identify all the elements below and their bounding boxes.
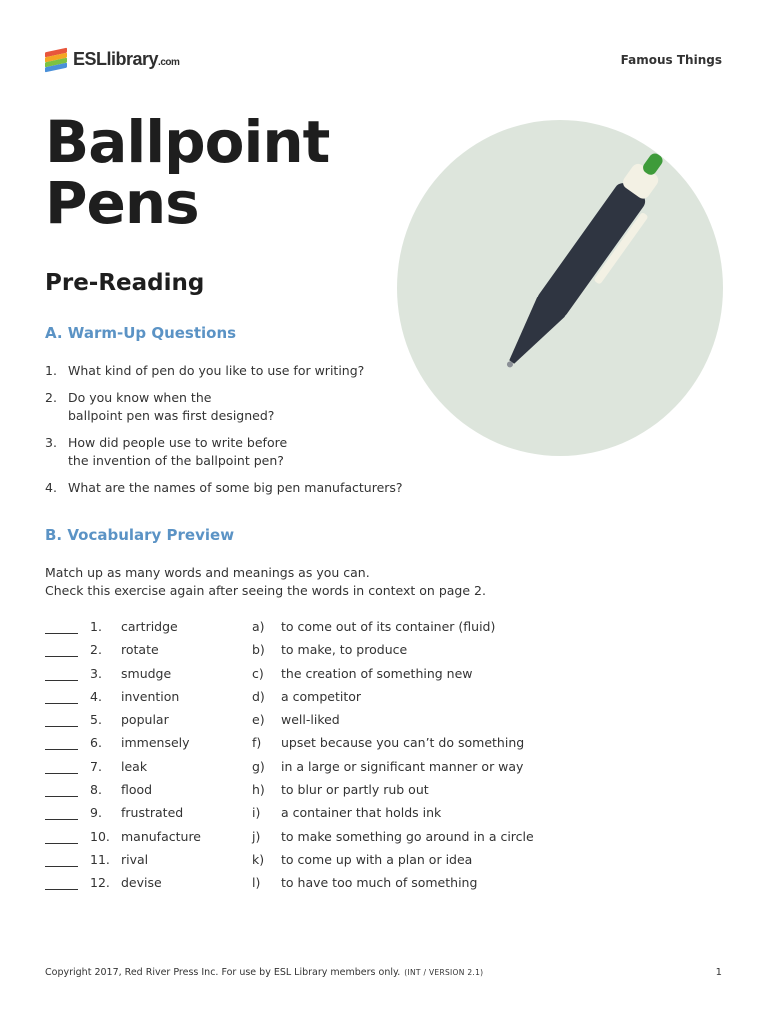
vocab-meaning: well-liked [281,712,340,728]
meaning-letter: i) [252,805,261,821]
list-item: 2. Do you know when the ballpoint pen was first designed? [45,390,275,423]
page-number: 1 [715,967,722,978]
answer-blank[interactable] [45,889,78,890]
vocab-number: 3. [90,665,102,681]
answer-blank[interactable] [45,819,78,820]
vocab-number: 2. [90,642,102,658]
meaning-letter: c) [252,665,264,681]
warmup-heading: A. Warm-Up Questions [45,324,237,342]
vocab-word: devise [121,875,162,891]
answer-blank[interactable] [45,633,78,634]
vocab-meaning: to make, to produce [281,642,408,658]
vocab-word: flood [121,782,153,798]
meaning-letter: d) [252,688,265,704]
meaning-letter: j) [252,828,261,844]
vocab-number: 8. [90,782,102,798]
meaning-letter: h) [252,782,265,798]
meaning-letter: b) [252,642,265,658]
section-title: Pre-Reading [45,270,205,296]
logo-wordmark: ESLlibrary.com [73,48,180,69]
answer-blank[interactable] [45,749,78,750]
vocab-word: rotate [121,642,159,658]
list-item: 1. What kind of pen do you like to use for writing? [45,363,365,378]
vocab-word: immensely [121,735,190,751]
vocab-instructions: Match up as many words and meanings as you can. Check this exercise again after seeing the words in context on page 2. [45,565,486,598]
answer-blank[interactable] [45,726,78,727]
vocab-meaning: upset because you can’t do something [281,735,525,751]
meaning-letter: g) [252,758,265,774]
warmup-question-list [45,362,403,506]
book-stack-icon [45,47,69,71]
vocab-number: 6. [90,735,102,751]
vocab-meaning: to have too much of something [281,875,478,891]
vocab-word: smudge [121,665,172,681]
vocab-meaning: to make something go around in a circle [281,828,534,844]
vocab-word: popular [121,712,169,728]
answer-blank[interactable] [45,680,78,681]
vocab-meaning: the creation of something new [281,665,473,681]
vocab-word: manufacture [121,828,201,844]
meaning-letter: f) [252,735,262,751]
vocab-word: leak [121,758,148,774]
vocab-meaning: to blur or partly rub out [281,782,429,798]
title-line-1: Ballpoint [45,108,330,176]
vocab-meaning: in a large or significant manner or way [281,758,524,774]
ballpoint-pen-icon [397,120,723,456]
vocab-number: 7. [90,758,102,774]
vocab-meaning: a container that holds ink [281,805,442,821]
vocab-meaning: to come up with a plan or idea [281,851,473,867]
meaning-letter: l) [252,875,261,891]
vocab-number: 5. [90,712,102,728]
vocab-word: rival [121,851,149,867]
vocab-heading: B. Vocabulary Preview [45,526,235,544]
meaning-letter: a) [252,619,265,634]
vocab-word: frustrated [121,805,184,821]
vocab-meaning: to come out of its container (fluid) [281,619,496,634]
list-item: 3. How did people use to write before the invention of the ballpoint pen? [45,435,288,468]
list-item: 4. What are the names of some big pen manufacturers? [45,480,403,495]
esl-library-logo [45,46,179,72]
vocab-number: 12. [90,875,110,891]
vocab-word: invention [121,688,180,704]
meaning-letter: e) [252,712,265,728]
vocab-meaning: a competitor [281,688,362,704]
meaning-letter: k) [252,851,265,867]
answer-blank[interactable] [45,656,78,657]
vocab-number: 4. [90,688,102,704]
answer-blank[interactable] [45,796,78,797]
title-line-2: Pens [45,169,199,237]
answer-blank[interactable] [45,773,78,774]
vocab-number: 11. [90,851,110,867]
vocab-number: 1. [90,619,102,634]
vocab-number: 9. [90,805,102,821]
vocab-word: cartridge [121,619,178,634]
answer-blank[interactable] [45,703,78,704]
page-title [45,108,330,237]
answer-blank[interactable] [45,843,78,844]
category-label: Famous Things [620,53,722,67]
copyright-footer: Copyright 2017, Red River Press Inc. For use by ESL Library members only. (INT / VERSION 2.1) [45,967,484,978]
answer-blank[interactable] [45,866,78,867]
vocab-number: 10. [90,828,110,844]
